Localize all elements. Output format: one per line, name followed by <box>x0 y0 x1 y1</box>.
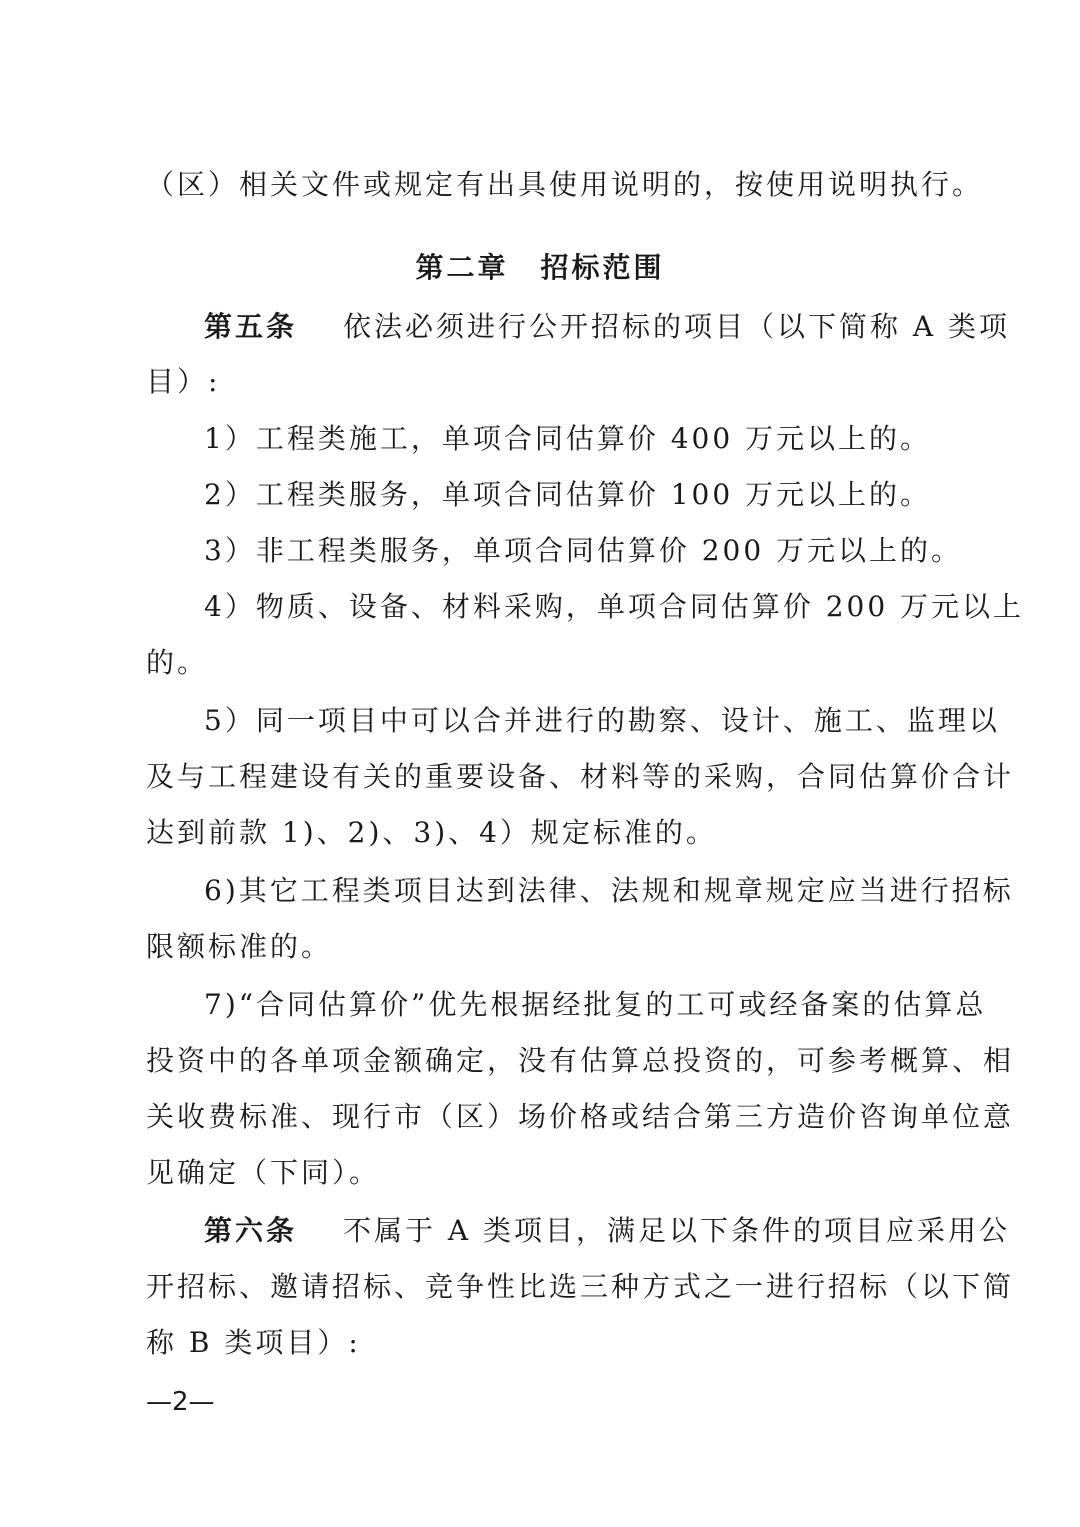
chapter-heading <box>0 248 1080 288</box>
article-6-heading-line <box>204 1211 1011 1251</box>
paragraph-line: （区）相关文件或规定有出具使用说明的，按使用说明执行。 <box>146 168 984 201</box>
page-number: —2— <box>146 1387 215 1417</box>
chapter-number: 第二章 <box>415 251 509 284</box>
paragraph-line: 关收费标准、现行市（区）场价格或结合第三方造价咨询单位意 <box>146 1100 1015 1133</box>
article-5-heading-line <box>204 307 1011 347</box>
paragraph-line: 投资中的各单项金额确定，没有估算总投资的，可参考概算、相 <box>146 1044 1015 1077</box>
paragraph-line: 见确定（下同）。 <box>146 1156 381 1189</box>
list-item: 2）工程类服务，单项合同估算价 100 万元以上的。 <box>204 478 932 511</box>
article-6-text: 不属于 A 类项目，满足以下条件的项目应采用公 <box>343 1214 1011 1247</box>
paragraph-line: 限额标准的。 <box>146 930 333 963</box>
list-item: 7)“合同估算价”优先根据经批复的工可或经备案的估算总 <box>204 988 987 1021</box>
paragraph-line: 称 B 类项目）: <box>146 1326 361 1359</box>
list-item: 4）物质、设备、材料采购，单项合同估算价 200 万元以上 <box>204 590 1025 623</box>
paragraph-line: 目）: <box>146 365 221 398</box>
article-5-label: 第五条 <box>204 310 298 343</box>
article-5-text: 依法必须进行公开招标的项目（以下简称 A 类项 <box>343 310 1011 343</box>
paragraph-line: 达到前款 1)、2)、3)、4）规定标准的。 <box>146 816 717 849</box>
chapter-title: 招标范围 <box>540 251 665 284</box>
list-item: 6)其它工程类项目达到法律、法规和规章规定应当进行招标 <box>204 874 1014 907</box>
article-6-label: 第六条 <box>204 1214 298 1247</box>
list-item: 5）同一项目中可以合并进行的勘察、设计、施工、监理以 <box>204 704 1000 737</box>
paragraph-line: 及与工程建设有关的重要设备、材料等的采购，合同估算价合计 <box>146 760 1015 793</box>
paragraph-line: 的。 <box>146 646 209 679</box>
list-item: 3）非工程类服务，单项合同估算价 200 万元以上的。 <box>204 534 963 567</box>
paragraph-line: 开招标、邀请招标、竞争性比选三种方式之一进行招标（以下简 <box>146 1270 1015 1303</box>
list-item: 1）工程类施工，单项合同估算价 400 万元以上的。 <box>204 422 932 455</box>
